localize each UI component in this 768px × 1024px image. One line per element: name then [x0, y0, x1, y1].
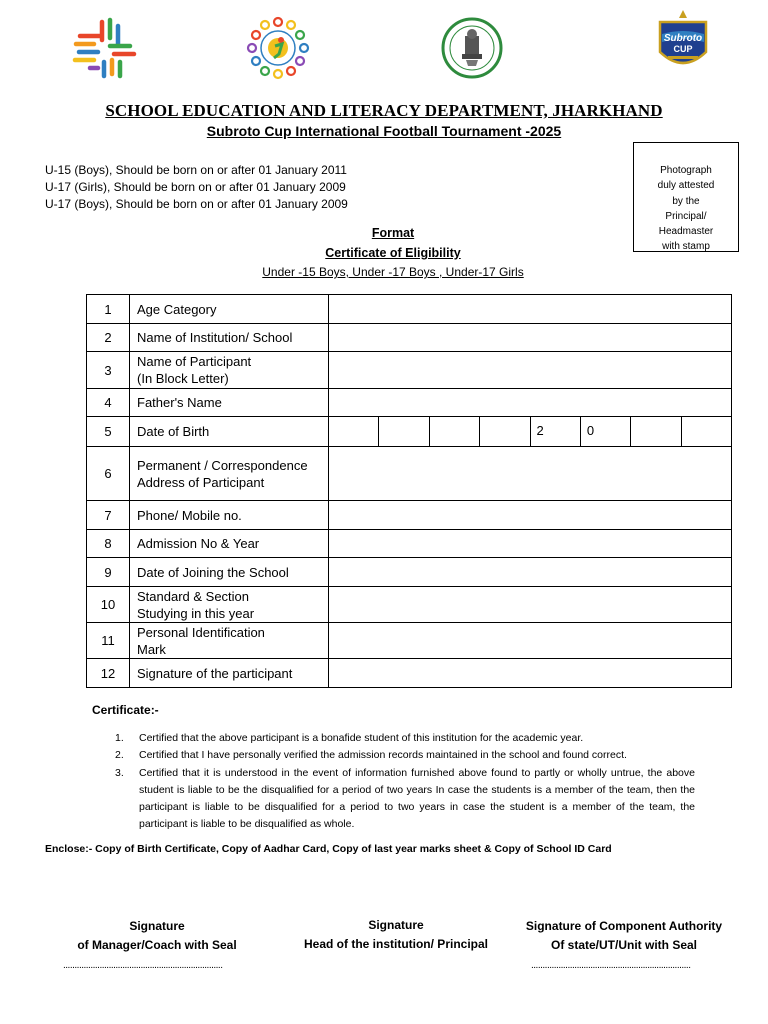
certificate-text: Certified that the above participant is a bonafide student of this institution for the academic year. [139, 732, 584, 744]
eligibility-line: U-15 (Boys), Should be born on or after 01 January 2011 [45, 163, 347, 177]
row-label: Age Category [130, 295, 329, 324]
dob-digit-box[interactable] [430, 417, 480, 446]
phone-field[interactable] [329, 501, 732, 530]
dob-digit-box[interactable] [631, 417, 681, 446]
table-row [87, 501, 732, 530]
list-item: 1. Certified that the above participant is a bonafide student of this institution for the academic year. [115, 732, 584, 744]
tournament-title: Subroto Cup International Football Tournament -2025 [206, 123, 562, 139]
eligibility-line: U-17 (Boys), Should be born on or after 01 January 2009 [45, 197, 348, 211]
participant-signature-field[interactable] [329, 659, 732, 688]
samagra-shiksha-logo [246, 16, 310, 80]
row-number: 1 [87, 295, 130, 324]
table-row [87, 352, 732, 389]
row-number: 10 [87, 587, 130, 623]
photo-box-line: Principal/ [665, 210, 707, 222]
list-item: 3. Certified that it is understood in the event of information furnished above found to partly or wholly untrue, the above student is liable to be the disqualified for a period of two years In case the students is a member of the team, then the participant is liable to be disqualified for a period to two years in case the student is a member of the team, the participant is liable to be disqualified as whole. [115, 766, 695, 831]
admission-no-field[interactable] [329, 530, 732, 558]
jharkhand-education-logo [70, 16, 140, 80]
format-label: Format [371, 226, 415, 240]
row-label: Permanent / Correspondence Address of Participant [130, 447, 329, 501]
certificate-text: Certified that it is understood in the event of information furnished above found to partly or wholly untrue, the above student is liable to be the disqualified for a period of two years In case the students is a member of the team, then the participant is liable to be disqualified for a period to two years in case the student is a member of the team, the participant is liable to be disqualified as whole. [139, 766, 695, 831]
signature-manager [60, 917, 254, 955]
institution-name-field[interactable] [329, 324, 732, 352]
row-label: Admission No & Year [130, 530, 329, 558]
joining-date-field[interactable] [329, 558, 732, 587]
table-row [87, 324, 732, 352]
row-label: Date of Birth [130, 417, 329, 447]
table-row [87, 558, 732, 587]
signature-dotted-line: ...................................................................... [531, 960, 691, 971]
table-row [87, 623, 732, 659]
table-row [87, 587, 732, 623]
age-category-field[interactable] [329, 295, 732, 324]
row-number: 3 [87, 352, 130, 389]
table-row [87, 295, 732, 324]
signature-line1: Signature of Component Authority [525, 919, 723, 933]
photo-box-line: Photograph [660, 165, 712, 176]
subroto-cup-logo [654, 8, 712, 74]
date-of-birth-field[interactable] [329, 417, 732, 447]
row-number: 2 [87, 324, 130, 352]
signature-line1: Signature [129, 919, 185, 933]
signature-line1: Signature [368, 918, 424, 932]
categories-line: Under -15 Boys, Under -17 Boys , Under-17 Girls [262, 265, 524, 279]
row-label: Phone/ Mobile no. [130, 501, 329, 530]
certificate-list [115, 730, 695, 834]
table-row [87, 447, 732, 501]
row-number: 6 [87, 447, 130, 501]
row-label: Date of Joining the School [130, 558, 329, 587]
signature-line2: of Manager/Coach with Seal [77, 938, 237, 952]
signature-principal [290, 916, 502, 954]
row-label: Standard & Section Studying in this year [130, 587, 329, 623]
eligibility-form-table [86, 294, 732, 688]
participant-name-field[interactable] [329, 352, 732, 389]
list-item: 2. Certified that I have personally verified the admission records maintained in the school and found correct. [115, 749, 627, 762]
row-number: 4 [87, 389, 130, 417]
dob-digit-box[interactable] [682, 417, 731, 446]
enclose-note: Enclose:- Copy of Birth Certificate, Copy of Aadhar Card, Copy of last year marks sheet & Copy of School ID Card [45, 843, 612, 855]
row-number: 12 [87, 659, 130, 688]
address-field[interactable] [329, 447, 732, 501]
row-number: 5 [87, 417, 130, 447]
row-number: 8 [87, 530, 130, 558]
photo-box-line: Headmaster [658, 226, 714, 238]
photo-box-line: with stamp [662, 241, 710, 253]
certificate-text: Certified that I have personally verified the admission records maintained in the school and found correct. [139, 749, 627, 762]
eligibility-line: U-17 (Girls), Should be born on or after 01 January 2009 [45, 180, 346, 194]
row-number: 11 [87, 623, 130, 659]
row-number: 7 [87, 501, 130, 530]
svg-text:CUP: CUP [673, 44, 693, 54]
signature-line2: Of state/UT/Unit with Seal [550, 938, 697, 952]
table-row [87, 530, 732, 558]
certificate-title: Certificate of Eligibility [325, 246, 461, 260]
dob-digit-box[interactable] [379, 417, 429, 446]
subroto-logo-text: Subroto [663, 33, 703, 44]
table-row [87, 389, 732, 417]
father-name-field[interactable] [329, 389, 732, 417]
row-label: Signature of the participant [130, 659, 329, 688]
standard-section-field[interactable] [329, 587, 732, 623]
identification-mark-field[interactable] [329, 623, 732, 659]
signature-dotted-line: ...................................................................... [63, 960, 223, 971]
table-row [87, 417, 732, 447]
row-label: Father's Name [130, 389, 329, 417]
row-number: 9 [87, 558, 130, 587]
certificate-heading: Certificate:- [92, 703, 159, 717]
row-label: Name of Institution/ School [130, 324, 329, 352]
photo-box-line: duly attested [657, 180, 715, 192]
dob-digit-box[interactable] [480, 417, 530, 446]
photo-box-line: by the [672, 195, 700, 207]
dob-digit-box[interactable] [329, 417, 379, 446]
signature-line2: Head of the institution/ Principal [303, 937, 488, 951]
dob-digit-box[interactable]: 0 [581, 417, 631, 446]
row-label: Personal Identification Mark [130, 623, 329, 659]
dob-digit-box[interactable]: 2 [531, 417, 581, 446]
table-row [87, 659, 732, 688]
jharkhand-government-emblem [440, 16, 504, 80]
department-title: SCHOOL EDUCATION AND LITERACY DEPARTMENT, JHARKHAND [105, 101, 663, 120]
signature-authority [515, 917, 733, 955]
row-label: Name of Participant (In Block Letter) [130, 352, 329, 389]
